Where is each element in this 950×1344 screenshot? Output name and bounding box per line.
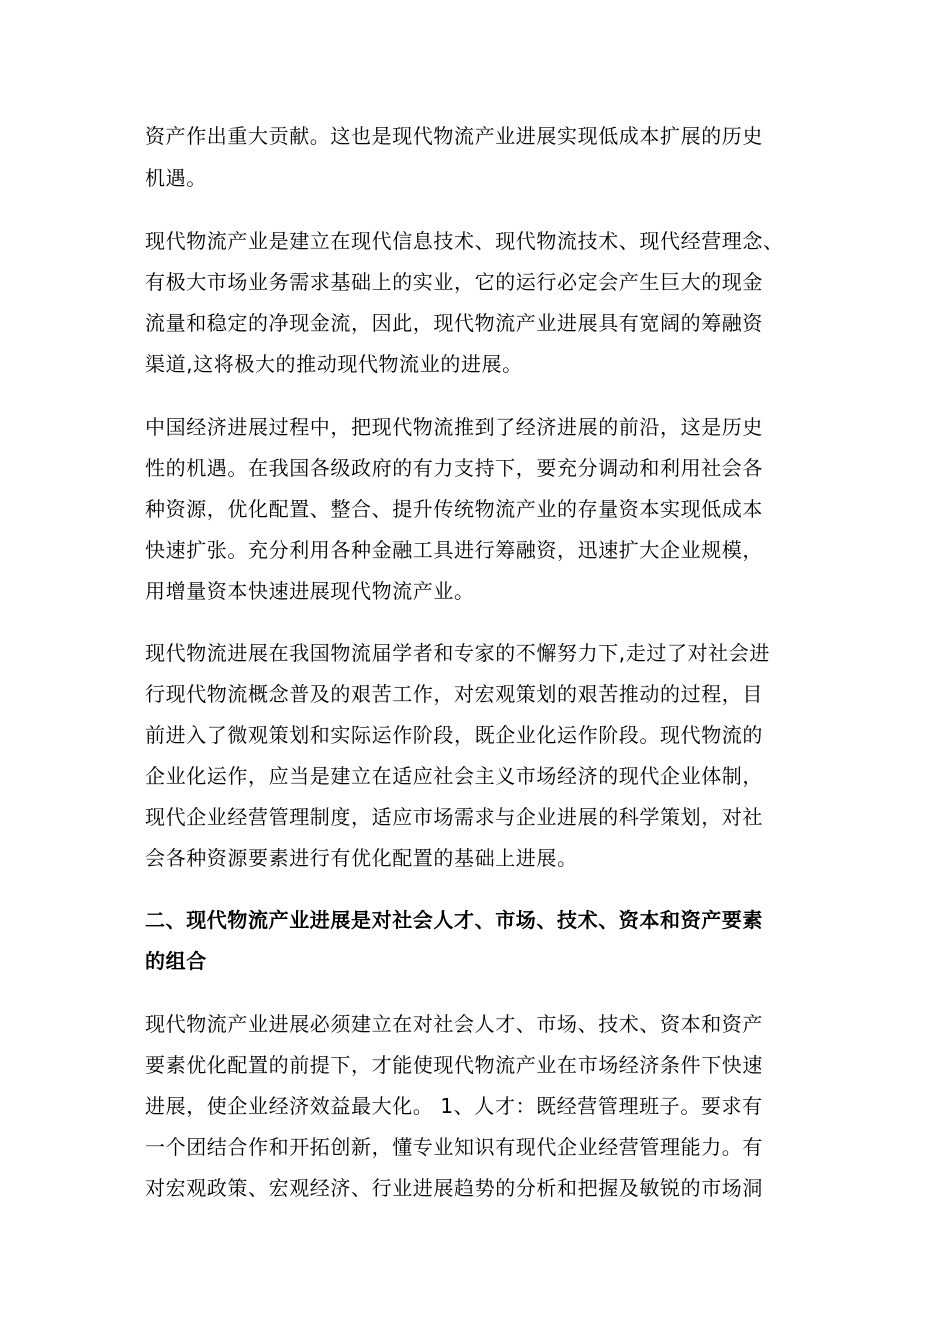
text-line: 现代物流进展在我国物流届学者和专家的不懈努力下,走过了对社会进	[145, 641, 770, 665]
text-line: 行现代物流概念普及的艰苦工作，对宏观策划的艰苦推动的过程，目	[145, 682, 763, 706]
text-line: 对宏观政策、宏观经济、行业进展趋势的分析和把握及敏锐的市场洞	[145, 1176, 763, 1200]
text-line: 流量和稳定的净现金流，因此，现代物流产业进展具有宽阔的筹融资	[145, 311, 763, 335]
text-line: 种资源，优化配置、整合、提升传统物流产业的存量资本实现低成本	[145, 497, 763, 521]
text-line: 快速扩张。充分利用各种金融工具进行筹融资，迅速扩大企业规模，	[145, 538, 763, 562]
text-line: 有极大市场业务需求基础上的实业，它的运行必定会产生巨大的现金	[145, 270, 763, 294]
text-line: 现代物流产业进展必须建立在对社会人才、市场、技术、资本和资产	[145, 1012, 763, 1036]
text-line: 进展，使企业经济效益最大化。 1、人才：既经营管理班子。要求有	[145, 1094, 763, 1118]
text-line: 现代企业经营管理制度，适应市场需求与企业进展的科学策划，对社	[145, 805, 763, 829]
text-line: 资产作出重大贡献。这也是现代物流产业进展实现低成本扩展的历史	[145, 124, 763, 148]
text-line: 现代物流产业是建立在现代信息技术、现代物流技术、现代经营理念、	[145, 229, 784, 253]
text-line: 中国经济进展过程中，把现代物流推到了经济进展的前沿，这是历史	[145, 415, 763, 439]
heading-line: 二、现代物流产业进展是对社会人才、市场、技术、资本和资产要素	[145, 908, 763, 932]
text-line: 企业化运作，应当是建立在适应社会主义市场经济的现代企业体制，	[145, 764, 763, 788]
text-line: 会各种资源要素进行有优化配置的基础上进展。	[145, 846, 578, 870]
text-line: 机遇。	[145, 166, 207, 190]
text-line: 性的机遇。在我国各级政府的有力支持下，要充分调动和利用社会各	[145, 456, 763, 480]
text-line: 一个团结合作和开拓创新，懂专业知识有现代企业经营管理能力。有	[145, 1135, 763, 1159]
heading-line: 的组合	[145, 949, 207, 973]
text-line: 用增量资本快速进展现代物流产业。	[145, 579, 475, 603]
text-line: 渠道,这将极大的推动现代物流业的进展。	[145, 352, 523, 376]
text-line: 前进入了微观策划和实际运作阶段，既企业化运作阶段。现代物流的	[145, 723, 763, 747]
text-line: 要素优化配置的前提下，才能使现代物流产业在市场经济条件下快速	[145, 1053, 763, 1077]
